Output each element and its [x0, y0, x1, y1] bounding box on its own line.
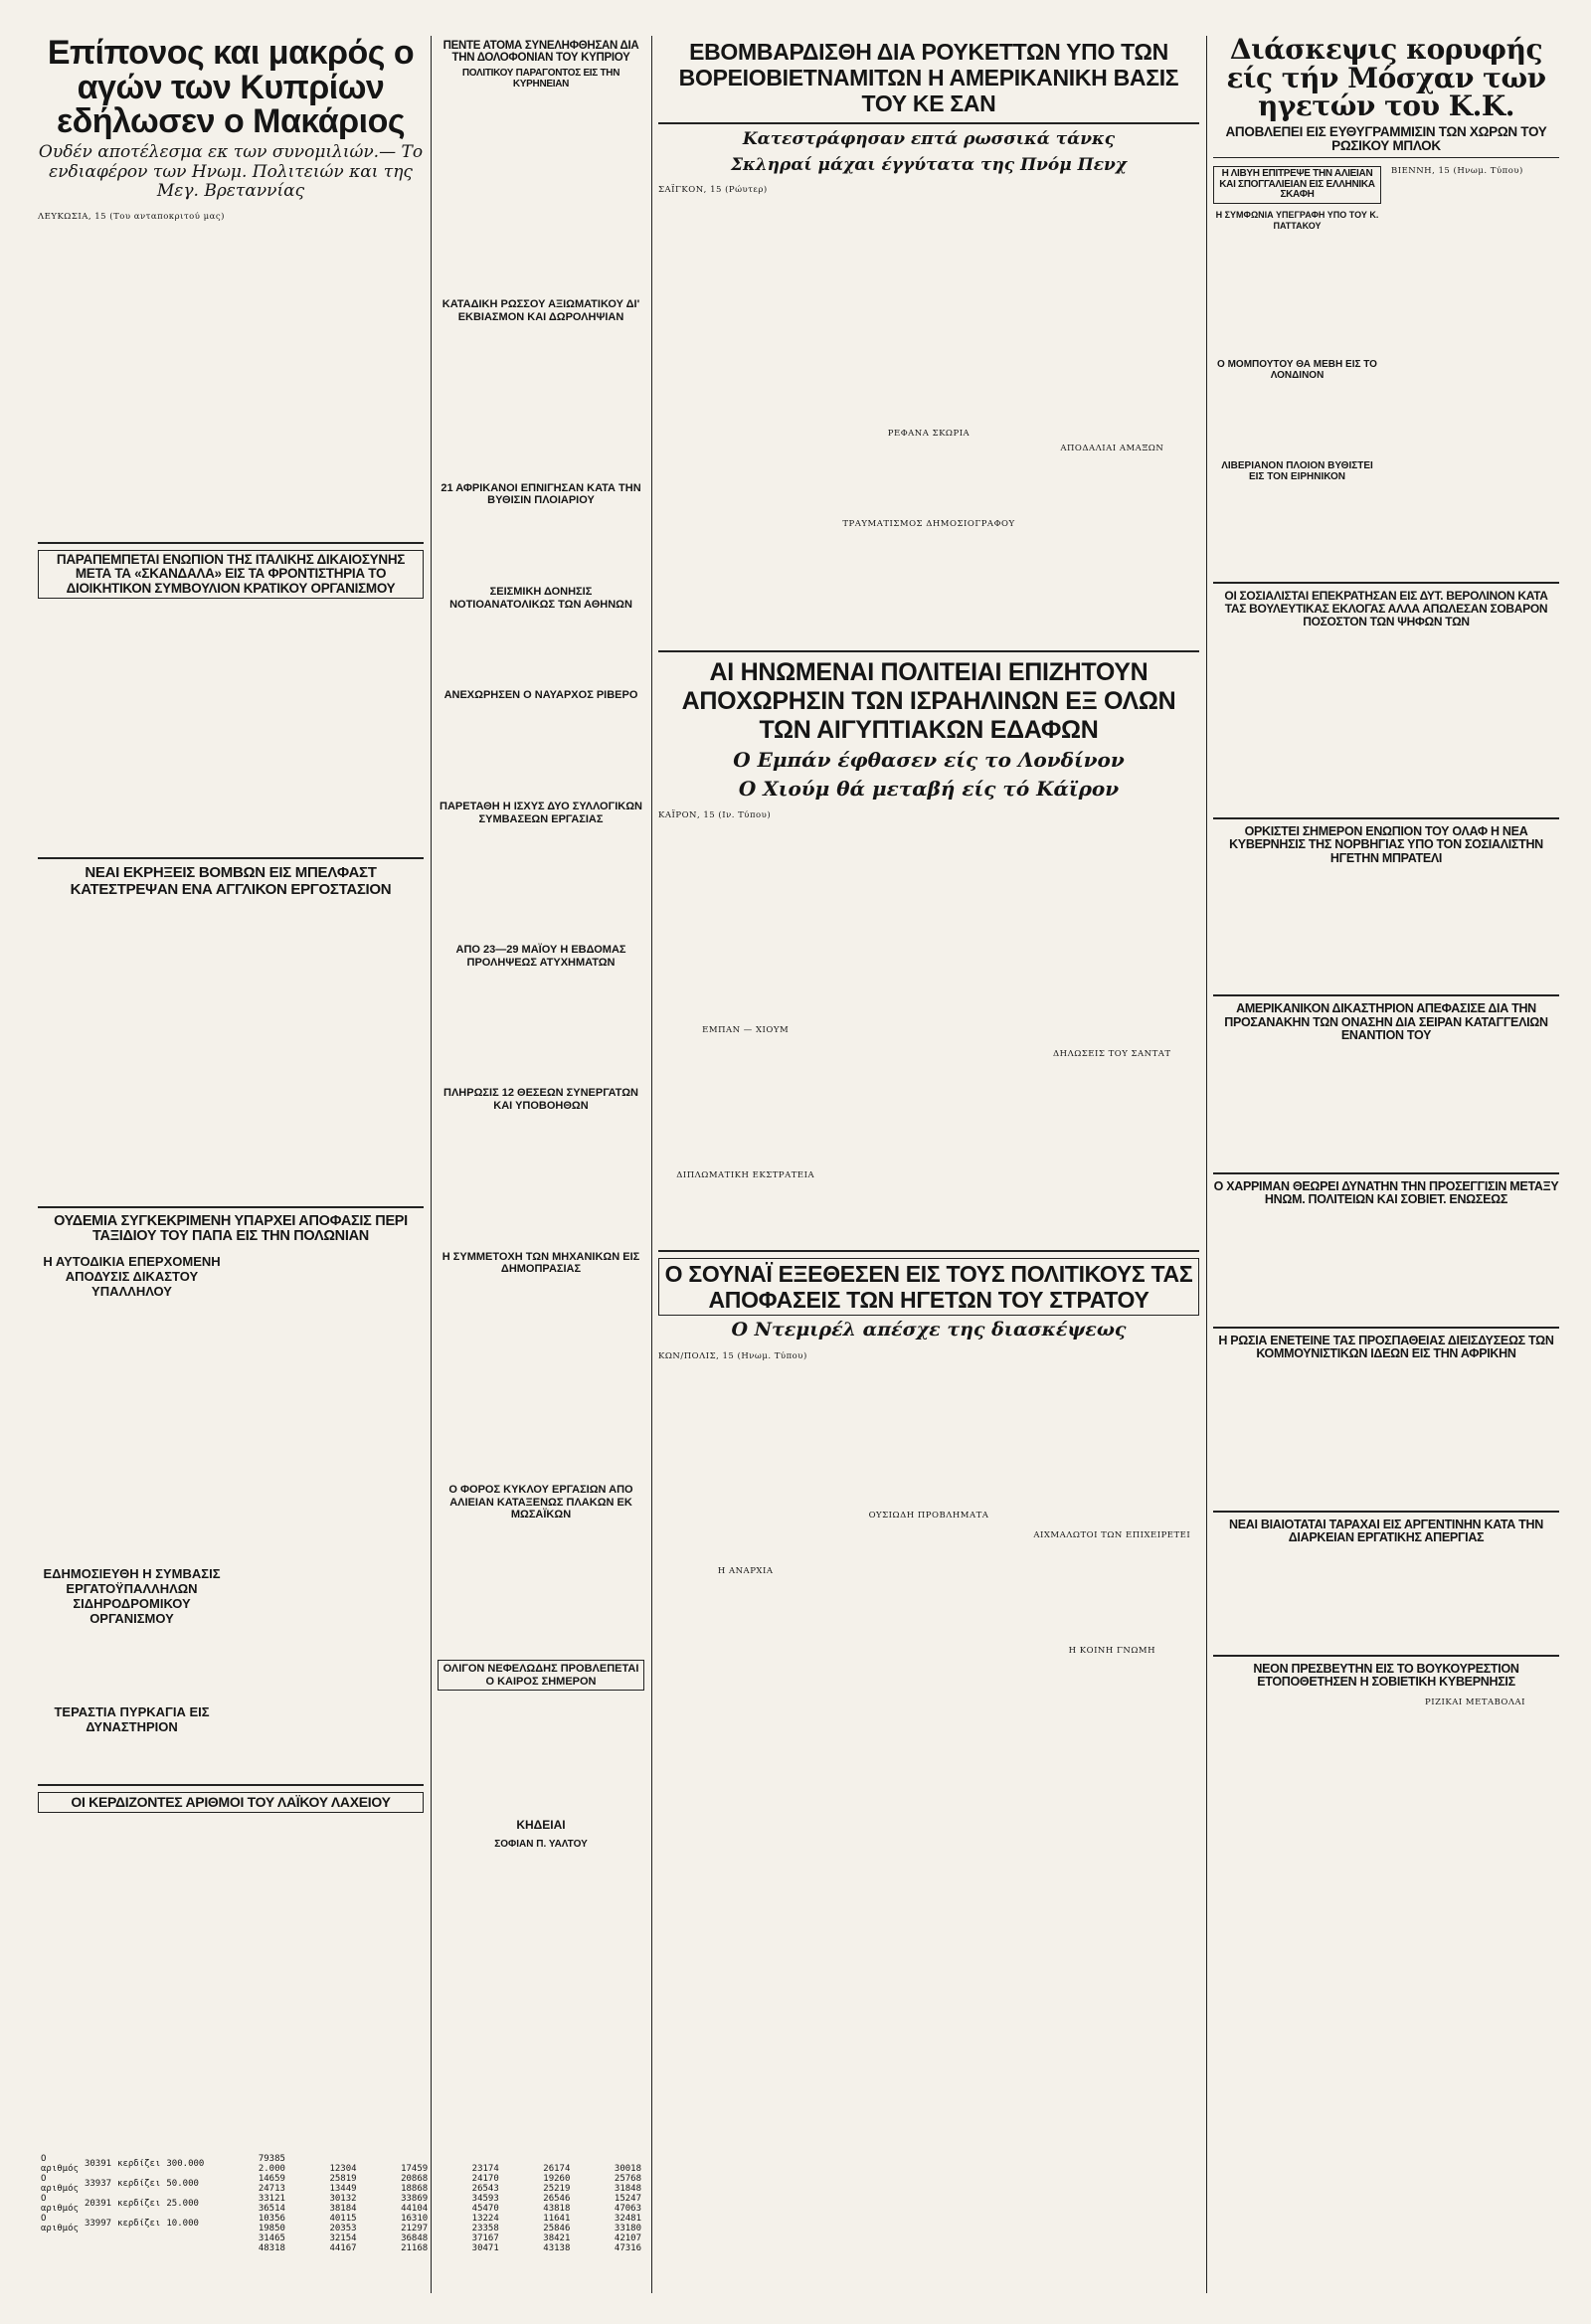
liberian-ship-headline: ΛΙΒΕΡΙΑΝΟΝ ΠΛΟΙΟΝ ΒΥΘΙΣΤΕΙ ΕΙΣ ΤΟΝ ΕΙΡΗΝΙΚΟΝ — [1221, 459, 1373, 483]
lottery-prize-cell: κερδίζει — [117, 2219, 161, 2229]
lottery-prize-cell: 33937 — [84, 2179, 112, 2189]
article-body — [1213, 632, 1381, 811]
lottery-row — [217, 2224, 644, 2234]
article-body — [1391, 1047, 1559, 1166]
article-body — [1213, 1211, 1381, 1321]
section-label: ΡΙΖΙΚΑΙ ΜΕΤΑΒΟΛΑΙ — [1425, 1697, 1525, 1707]
lottery-number: 44167 — [329, 2243, 357, 2253]
article-body — [438, 972, 644, 1081]
moscow-summit-headline: Διάσκεψις κορυφής είς τήν Μόσχαν των ηγετών του Κ.Κ. — [1226, 33, 1546, 123]
article-body — [1213, 1694, 1381, 1803]
lottery-number: 25846 — [543, 2224, 571, 2234]
sunay-headline: Ο ΣΟΥΝΑΪ ΕΞΕΘΕΣΕΝ ΕΙΣ ΤΟΥΣ ΠΟΛΙΤΙΚΟΥΣ ΤΑΣ ΑΠΟΦΑΣΕΙΣ ΤΩΝ ΗΓΕΤΩΝ ΤΟΥ ΣΤΡΑΤΟΥ — [658, 1258, 1199, 1317]
lottery-number: 14659 — [258, 2174, 285, 2184]
mobutu-headline: Ο ΜΟΜΠΟΥΤΟΥ ΘΑ ΜΕΒΗ ΕΙΣ ΤΟ ΛΟΝΔΙΝΟΝ — [1217, 358, 1377, 382]
article-body — [841, 1522, 1015, 1741]
article-body — [236, 603, 424, 851]
italy-scandal-headline: ΠΑΡΑΠΕΜΠΕΤΑΙ ΕΝΩΠΙΟΝ ΤΗΣ ΙΤΑΛΙΚΗΣ ΔΙΚΑΙΟΣΥΝΗΣ ΜΕΤΑ ΤΑ «ΣΚΑΝΔΑΛΑ» ΕΙΣ ΤΑ ΦΡΟΝΤΙΣΤΗΡΙΑ ΤΟ ΔΙΟΙΚΗΤΙΚΟΝ ΣΥΜΒΟΥΛΙΟΝ ΚΡΑΤΙΚΟΥ ΟΡΓΑΝΙΣΜΟΥ — [38, 550, 424, 600]
article-body — [1025, 455, 1199, 625]
article-body — [1391, 1549, 1559, 1649]
lottery-main-prizes — [38, 2154, 207, 2234]
article-body — [841, 1347, 1015, 1507]
section-label: ΔΙΠΛΩΜΑΤΙΚΗ ΕΚΣΤΡΑΤΕΙΑ — [676, 1169, 815, 1180]
article-body — [1025, 1347, 1199, 1526]
lottery-results — [38, 2154, 644, 2253]
lottery-number: 38421 — [543, 2234, 571, 2243]
lottery-number: 19260 — [543, 2174, 571, 2184]
lottery-row — [217, 2194, 644, 2204]
lottery-number: 32154 — [329, 2234, 357, 2243]
makarios-subhead: Ουδέν αποτέλεσμα εκ των συνομιλιών.— Το ενδιαφέρον των Ηνωμ. Πολιτειών και της Μεγ. Βρεταννίας — [38, 142, 424, 202]
lottery-number — [360, 2154, 432, 2164]
article-body — [1025, 181, 1199, 440]
lottery-prize-cell: 25.000 — [166, 2199, 199, 2209]
lottery-number: 15247 — [614, 2194, 641, 2204]
lottery-number: 26546 — [543, 2194, 571, 2204]
article-body — [1025, 1061, 1199, 1230]
section-label: ΑΠΟΔΑΛΙΑΙ ΑΜΑΞΩΝ — [1060, 444, 1164, 454]
lottery-number: 31465 — [258, 2234, 285, 2243]
article-body — [1391, 1365, 1559, 1505]
funerals-headline: ΚΗΔΕΙΑΙ — [516, 1818, 566, 1833]
cyprus-murder-headline: ΠΕΝΤΕ ΑΤΟΜΑ ΣΥΝΕΛΗΦΘΗΣΑΝ ΔΙΑ ΤΗΝ ΔΟΛΟΦΟΝΙΑΝ ΤΟΥ ΚΥΠΡΙΟΥ — [442, 40, 639, 65]
article-body — [438, 93, 644, 292]
lottery-number: 25768 — [614, 2174, 641, 2184]
cairo-dateline: ΚΑΪΡΟΝ, 15 (Ιν. Τύπου) — [658, 809, 772, 820]
article-body — [1213, 1365, 1381, 1505]
article-body — [236, 208, 424, 536]
article-body — [1391, 869, 1559, 988]
railway-contract-headline: ΕΔΗΜΟΣΙΕΥΘΗ Η ΣΥΜΒΑΣΙΣ ΕΡΓΑΤΟΫΠΑΛΛΗΛΩΝ ΣΙΔΗΡΟΔΡΟΜΙΚΟΥ ΟΡΓΑΝΙΣΜΟΥ — [43, 1565, 221, 1626]
lottery-prize-cell: 300.000 — [166, 2159, 205, 2169]
section-label: ΟΥΣΙΩΔΗ ΠΡΟΒΛΗΜΑΤΑ — [868, 1511, 989, 1521]
earthquake-headline: ΣΕΙΣΜΙΚΗ ΔΟΝΗΣΙΣ ΝΟΤΙΟΑΝΑΤΟΛΙΚΩΣ ΤΩΝ ΑΘΗΝΩΝ — [449, 585, 632, 611]
lottery-number: 42107 — [614, 2234, 641, 2243]
hume-subhead: Ο Χιούμ θά μεταβή είς τό Κάϊρον — [738, 776, 1120, 801]
section-label: ΤΡΑΥΜΑΤΙΣΜΟΣ ΔΗΜΟΣΙΟΓΡΑΦΟΥ — [842, 519, 1015, 530]
lottery-prize-cell: 20391 — [84, 2199, 112, 2209]
column-1 — [38, 36, 424, 1817]
cyprus-murder-subhead: ΠΟΛΙΤΙΚΟΥ ΠΑΡΑΓΟΝΤΟΣ ΕΙΣ ΤΗΝ ΚΥΡΗΝΕΙΑΝ — [461, 67, 620, 89]
article-body — [438, 828, 644, 938]
lottery-number: 24170 — [471, 2174, 499, 2184]
article-body — [38, 224, 226, 522]
lottery-prize-row — [38, 2194, 207, 2214]
article-body — [1025, 1542, 1199, 1642]
lottery-row — [217, 2174, 644, 2184]
demirel-subhead: Ο Ντεμιρέλ απέσχε της διασκέψεως — [731, 1319, 1127, 1341]
article-body — [658, 1578, 832, 1747]
lottery-number: 48318 — [258, 2243, 285, 2253]
article-body — [438, 1854, 644, 1943]
lottery-number: 13224 — [471, 2214, 499, 2224]
article-body — [438, 327, 644, 476]
lottery-number: 38184 — [329, 2204, 357, 2214]
libya-fishing-headline: Η ΛΙΒΥΗ ΕΠΙΤΡΕΨΕ ΤΗΝ ΑΛΙΕΙΑΝ ΚΑΙ ΣΠΟΓΓΑΛΙΕΙΑΝ ΕΙΣ ΕΛΛΗΝΙΚΑ ΣΚΑΦΗ — [1213, 166, 1381, 204]
column-rule — [1206, 36, 1207, 2293]
column-4 — [1213, 33, 1559, 1804]
lottery-number: 33121 — [258, 2194, 285, 2204]
self-justice-headline: Η ΑΥΤΟΔΙΚΙΑ ΕΠΕΡΧΟΜΕΝΗ ΑΠΟΔΥΣΙΣ ΔΙΚΑΣΤΟΥ ΥΠΑΛΛΗΛΟΥ — [43, 1254, 221, 1299]
lottery-row — [217, 2154, 644, 2164]
lottery-number: 34593 — [471, 2194, 499, 2204]
lottery-number: 47316 — [614, 2243, 641, 2253]
onassis-court-headline: ΑΜΕΡΙΚΑΝΙΚΟΝ ΔΙΚΑΣΤΗΡΙΟΝ ΑΠΕΦΑΣΙΣΕ ΔΙΑ ΤΗΝ ΠΡΟΣΑΝΑΚΗΝ ΤΩΝ ΟΝΑΣΗΝ ΔΙΑ ΣΕΙΡΑΝ ΚΑΤΑΓΓΕΛΙΩΝ ΕΝΑΝΤΙΟΝ ΤΟΥ — [1224, 1001, 1548, 1043]
article-body — [38, 1630, 226, 1699]
lottery-number: 21168 — [401, 2243, 429, 2253]
lottery-headline: ΟΙ ΚΕΡΔΙΖΟΝΤΕΣ ΑΡΙΘΜΟΙ ΤΟΥ ΛΑΪΚΟΥ ΛΑΧΕΙΟΥ — [38, 1792, 424, 1813]
lottery-number: 25819 — [329, 2174, 357, 2184]
article-body — [658, 1182, 832, 1242]
article-body — [1391, 1709, 1559, 1804]
article-body — [1391, 178, 1559, 566]
lottery-row — [217, 2184, 644, 2194]
makarios-article — [38, 208, 424, 536]
lottery-prize-cell: Ο αριθμός — [41, 2174, 79, 2194]
lottery-prize-cell: 30391 — [84, 2159, 112, 2169]
lottery-number: 20868 — [401, 2174, 429, 2184]
lottery-prize-cell: 33997 — [84, 2219, 112, 2229]
berlin-election-headline: ΟΙ ΣΟΣΙΑΛΙΣΤΑΙ ΕΠΕΚΡΑΤΗΣΑΝ ΕΙΣ ΔΥΤ. ΒΕΡΟΛΙΝΟΝ ΚΑΤΑ ΤΑΣ ΒΟΥΛΕΥΤΙΚΑΣ ΕΚΛΟΓΑΣ ΑΛΛΑ ΑΠΩΛΕΣΑΝ ΣΟΒΑΡΟΝ ΠΟΣΟΣΤΟΝ ΤΩΝ ΨΗΦΩΝ ΤΩΝ — [1224, 588, 1548, 628]
lottery-number: 37167 — [471, 2234, 499, 2243]
libya-fishing-subhead: Η ΣΥΜΦΩΝΙΑ ΥΠΕΓΡΑΦΗ ΥΠΟ ΤΟΥ Κ. ΠΑΤΤΑΚΟΥ — [1215, 210, 1379, 231]
lottery-prize-row — [38, 2174, 207, 2194]
lottery-number: 18868 — [401, 2184, 429, 2194]
article-body — [38, 1303, 226, 1561]
column-2 — [438, 36, 644, 1943]
article-body — [841, 441, 1015, 515]
section-label: Η ΑΝΑΡΧΙΑ — [717, 1566, 774, 1577]
lottery-number: 17459 — [401, 2164, 429, 2174]
article-body — [438, 705, 644, 795]
lottery-number: 25219 — [543, 2184, 571, 2194]
lottery-prize-cell: 10.000 — [166, 2219, 199, 2229]
article-body — [438, 1524, 644, 1654]
lottery-number: 13449 — [329, 2184, 357, 2194]
bucharest-ambassador-headline: ΝΕΟΝ ΠΡΕΣΒΕΥΤΗΝ ΕΙΣ ΤΟ ΒΟΥΚΟΥΡΕΣΤΙΟΝ ΕΤΟΠΟΘΕΤΗΣΕΝ Η ΣΟΒΙΕΤΙΚΗ ΚΥΒΕΡΝΗΣΙΣ — [1253, 1661, 1519, 1690]
article-body — [1391, 632, 1559, 811]
lottery-number: 24713 — [258, 2184, 285, 2194]
article-body — [1213, 869, 1381, 988]
ke-sanh-subhead-2: Σκληραί μάχαι έγγύτατα της Πνόμ Πενχ — [730, 154, 1128, 175]
article-body — [38, 603, 226, 851]
article-body — [438, 1694, 644, 1813]
lottery-number: 30132 — [329, 2194, 357, 2204]
lottery-prize-cell: Ο αριθμός — [41, 2214, 79, 2234]
lottery-number: 44104 — [401, 2204, 429, 2214]
constantinople-dateline: ΚΩΝ/ΠΟΛΙΣ, 15 (Ηνωμ. Τύπου) — [658, 1351, 807, 1362]
pope-poland-headline: ΟΥΔΕΜΙΑ ΣΥΓΚΕΚΡΙΜΕΝΗ ΥΠΑΡΧΕΙ ΑΠΟΦΑΣΙΣ ΠΕΡΙ ΤΑΞΙΔΙΟΥ ΤΟΥ ΠΑΠΑ ΕΙΣ ΤΗΝ ΠΟΛΩΝΙΑΝ — [54, 1212, 408, 1245]
makarios-dateline: ΛΕΥΚΩΣΙΑ, 15 (Του ανταποκριτού μας) — [38, 211, 225, 222]
column-rule — [431, 36, 432, 2293]
lottery-number-grid — [217, 2154, 644, 2253]
article-body — [841, 531, 1015, 611]
fire-headline: ΤΕΡΑΣΤΙΑ ΠΥΡΚΑΓΙΑ ΕΙΣ ΔΥΝΑΣΤΗΡΙΟΝ — [54, 1703, 210, 1734]
lottery-number: 2.000 — [258, 2164, 285, 2174]
article-body — [438, 1279, 644, 1478]
lottery-row — [217, 2234, 644, 2243]
positions-headline: ΠΛΗΡΩΣΙΣ 12 ΘΕΣΕΩΝ ΣΥΝΕΡΓΑΤΩΝ ΚΑΙ ΥΠΟΒΟΗΘΩΝ — [443, 1087, 638, 1113]
accident-week-headline: ΑΠΟ 23—29 ΜΑΪΟΥ Η ΕΒΔΟΜΑΣ ΠΡΟΛΗΨΕΩΣ ΑΤΥΧΗΜΑΤΩΝ — [455, 944, 626, 969]
article-body — [658, 1363, 832, 1562]
lottery-number: 11641 — [543, 2214, 571, 2224]
lottery-number: 32481 — [614, 2214, 641, 2224]
article-body — [658, 1037, 832, 1166]
russian-officer-headline: ΚΑΤΑΔΙΚΗ ΡΩΣΣΟΥ ΑΞΙΩΜΑΤΙΚΟΥ ΔΙ' ΕΚΒΙΑΣΜΟΝ ΚΑΙ ΔΩΡΟΛΗΨΙΑΝ — [442, 298, 640, 324]
argentina-headline: ΝΕΑΙ ΒΙΑΙΟΤΑΤΑΙ ΤΑΡΑΧΑΙ ΕΙΣ ΑΡΓΕΝΤΙΝΗΝ ΚΑΤΑ ΤΗΝ ΔΙΑΡΚΕΙΑΝ ΕΡΓΑΤΙΚΗΣ ΑΠΕΡΓΙΑΣ — [1229, 1517, 1543, 1545]
lottery-row — [217, 2214, 644, 2224]
article-body — [1025, 1658, 1199, 1747]
lottery-number: 20353 — [329, 2224, 357, 2234]
lottery-number: 10356 — [258, 2214, 285, 2224]
makarios-headline: Επίπονος και μακρός ο αγών των Κυπρίων εδήλωσεν ο Μακάριος — [47, 34, 415, 141]
lottery-number: 23174 — [471, 2164, 499, 2174]
lottery-prize-cell: κερδίζει — [117, 2199, 161, 2209]
lottery-number: 43818 — [543, 2204, 571, 2214]
lottery-number: 30018 — [614, 2164, 641, 2174]
lottery-number: 12304 — [329, 2164, 357, 2174]
lottery-number: 23358 — [471, 2224, 499, 2234]
column-rule — [651, 36, 652, 2293]
israel-withdrawal-headline: ΑΙ ΗΝΩΜΕΝΑΙ ΠΟΛΙΤΕΙΑΙ ΕΠΙΖΗΤΟΥΝ ΑΠΟΧΩΡΗΣΙΝ ΤΩΝ ΙΣΡΑΗΛΙΝΩΝ ΕΞ ΟΛΩΝ ΤΩΝ ΑΙΓΥΠΤΙΑΚΩΝ ΕΔΑΦΩΝ — [681, 658, 1176, 744]
section-label: ΡΕΦΑΝΑ ΣΚΩΡΙΑ — [887, 429, 971, 440]
section-label: Η ΚΟΙΝΗ ΓΝΩΜΗ — [1068, 1646, 1155, 1657]
lottery-number: 40115 — [329, 2214, 357, 2224]
section-label: ΕΜΠΑΝ — ΧΙΟΥΜ — [702, 1024, 790, 1035]
belfast-headline: ΝΕΑΙ ΕΚΡΗΞΕΙΣ ΒΟΜΒΩΝ ΕΙΣ ΜΠΕΛΦΑΣΤ ΚΑΤΕΣΤΡΕΨΑΝ ΕΝΑ ΑΓΓΛΙΚΟΝ ΕΡΓΟΣΤΑΣΙΟΝ — [70, 864, 392, 898]
norway-government-headline: ΟΡΚΙΣΤΕΙ ΣΗΜΕΡΟΝ ΕΝΩΠΙΟΝ ΤΟΥ ΟΛΑΦ Η ΝΕΑ ΚΥΒΕΡΝΗΣΙΣ ΤΗΣ ΝΟΡΒΗΓΙΑΣ ΥΠΟ ΤΟΝ ΣΟΣΙΑΛΙΣΤΗΝ ΗΓΕΤΗΝ ΜΠΡΑΤΕΛΙ — [1229, 823, 1543, 865]
lottery-number: 19850 — [258, 2224, 285, 2234]
article-body — [236, 902, 424, 1200]
article-body — [841, 181, 1015, 425]
lottery-number: 31848 — [614, 2184, 641, 2194]
saigon-dateline: ΣΑΪΓΚΟΝ, 15 (Ρώυτερ) — [658, 185, 768, 196]
lottery-prize-row — [38, 2154, 207, 2174]
lottery-number — [573, 2154, 644, 2164]
lottery-row — [217, 2243, 644, 2253]
weather-headline: ΟΛΙΓΟΝ ΝΕΦΕΛΩΔΗΣ ΠΡΟΒΛΕΠΕΤΑΙ Ο ΚΑΙΡΟΣ ΣΗΜΕΡΟΝ — [438, 1660, 644, 1691]
contracts-headline: ΠΑΡΕΤΑΘΗ Η ΙΣΧΥΣ ΔΥΟ ΣΥΛΛΟΓΙΚΩΝ ΣΥΜΒΑΣΕΩΝ ΕΡΓΑΣΙΑΣ — [440, 800, 642, 825]
lottery-number: 33869 — [401, 2194, 429, 2204]
lottery-number: 16310 — [401, 2214, 429, 2224]
eban-subhead: Ο Εμπάν έφθασεν είς το Λονδίνον — [733, 747, 1125, 772]
section-label: ΑΙΧΜΑΛΩΤΟΙ ΤΩΝ ΕΠΙΧΕΙΡΕΤΕΙ — [1033, 1530, 1191, 1541]
africa-communism-headline: Η ΡΩΣΙΑ ΕΝΕΤΕΙΝΕ ΤΑΣ ΠΡΟΣΠΑΘΕΙΑΣ ΔΙΕΙΣΔΥΣΕΩΣ ΤΩΝ ΚΟΜΜΟΥΝΙΣΤΙΚΩΝ ΙΔΕΩΝ ΕΙΣ ΤΗΝ ΑΦΡΙΚΗΝ — [1218, 1333, 1554, 1361]
lottery-prize-cell: Ο αριθμός — [41, 2154, 79, 2174]
lottery-number: 47063 — [614, 2204, 641, 2214]
article-body — [1213, 1549, 1381, 1649]
lottery-number: 26174 — [543, 2164, 571, 2174]
article-body — [658, 822, 832, 1021]
article-body — [1391, 1211, 1559, 1321]
moscow-summit-subhead: ΑΠΟΒΛΕΠΕΙ ΕΙΣ ΕΥΘΥΓΡΑΜΜΙΣΙΝ ΤΩΝ ΧΩΡΩΝ ΤΟΥ ΡΩΣΙΚΟΥ ΜΠΛΟΚ — [1213, 125, 1559, 158]
obituary-name: ΣΟΦΙΑΝ Π. ΥΑΛΤΟΥ — [494, 1839, 588, 1851]
article-body — [1025, 806, 1199, 1045]
lottery-number: 26543 — [471, 2184, 499, 2194]
lottery-number: 36848 — [401, 2234, 429, 2243]
africans-drowned-headline: 21 ΑΦΡΙΚΑΝΟΙ ΕΠΝΙΓΗΣΑΝ ΚΑΤΑ ΤΗΝ ΒΥΘΙΣΙΝ ΠΛΟΙΑΡΙΟΥ — [441, 481, 641, 507]
lottery-row — [217, 2204, 644, 2214]
article-body — [38, 902, 226, 1200]
lottery-number: 79385 — [258, 2154, 285, 2164]
lottery-prize-row — [38, 2214, 207, 2234]
lottery-number: 45470 — [471, 2204, 499, 2214]
article-body — [236, 1249, 424, 1776]
lottery-prize-cell: 50.000 — [166, 2179, 199, 2189]
article-body — [1213, 234, 1381, 353]
lottery-number — [502, 2154, 574, 2164]
article-body — [1213, 486, 1381, 576]
section-label: ΔΗΛΩΣΕΙΣ ΤΟΥ ΣΑΝΤΑΤ — [1053, 1048, 1171, 1059]
lottery-number: 21297 — [401, 2224, 429, 2234]
lottery-number: 33180 — [614, 2224, 641, 2234]
article-body — [38, 1738, 226, 1778]
tax-headline: Ο ΦΟΡΟΣ ΚΥΚΛΟΥ ΕΡΓΑΣΙΩΝ ΑΠΟ ΑΛΙΕΙΑΝ ΚΑΤΑΞΕΝΩΣ ΠΛΑΚΩΝ ΕΚ ΜΩΣΑΪΚΩΝ — [448, 1484, 633, 1521]
lottery-row — [217, 2164, 644, 2174]
lottery-prize-cell: κερδίζει — [117, 2179, 161, 2189]
admiral-headline: ΑΝΕΧΩΡΗΣΕΝ Ο ΝΑΥΑΡΧΟΣ ΡΙΒΕΡΟ — [443, 689, 638, 702]
column-3 — [658, 36, 1199, 1747]
ke-sanh-headline: ΕΒΟΜΒΑΡΔΙΣΘΗ ΔΙΑ ΡΟΥΚΕΤΤΩΝ ΥΠΟ ΤΩΝ ΒΟΡΕΙΟΒΙΕΤΝΑΜΙΤΩΝ Η ΑΜΕΡΙΚΑΝΙΚΗ ΒΑΣΙΣ ΤΟΥ ΚΕ ΣΑΝ — [678, 39, 1179, 116]
article-body — [1213, 1047, 1381, 1166]
article-body — [1213, 385, 1381, 454]
article-body — [438, 614, 644, 683]
newspaper-page — [38, 33, 1559, 2293]
lottery-number: 36514 — [258, 2204, 285, 2214]
lottery-number — [288, 2154, 360, 2164]
vienna-dateline: ΒΙΕΝΝΗ, 15 (Ηνωμ. Τύπου) — [1391, 165, 1523, 176]
lottery-number — [431, 2154, 502, 2164]
article-body — [841, 806, 1015, 1244]
article-body — [658, 197, 832, 644]
lottery-number: 43138 — [543, 2243, 571, 2253]
article-body — [438, 510, 644, 580]
engineers-headline: Η ΣΥΜΜΕΤΟΧΗ ΤΩΝ ΜΗΧΑΝΙΚΩΝ ΕΙΣ ΔΗΜΟΠΡΑΣΙΑΣ — [442, 1250, 640, 1276]
article-body — [438, 1116, 644, 1245]
lottery-number: 30471 — [471, 2243, 499, 2253]
harriman-headline: Ο ΧΑΡΡΙΜΑΝ ΘΕΩΡΕΙ ΔΥΝΑΤΗΝ ΤΗΝ ΠΡΟΣΕΓΓΙΣΙΝ ΜΕΤΑΞΥ ΗΝΩΜ. ΠΟΛΙΤΕΙΩΝ ΚΑΙ ΣΟΒΙΕΤ. ΕΝΩΣΕΩΣ — [1213, 1178, 1559, 1207]
ke-sanh-subhead-1: Κατεστράφησαν επτά ρωσσικά τάνκς — [742, 129, 1116, 150]
lottery-prize-cell: Ο αριθμός — [41, 2194, 79, 2214]
lottery-prize-cell: κερδίζει — [117, 2159, 161, 2169]
